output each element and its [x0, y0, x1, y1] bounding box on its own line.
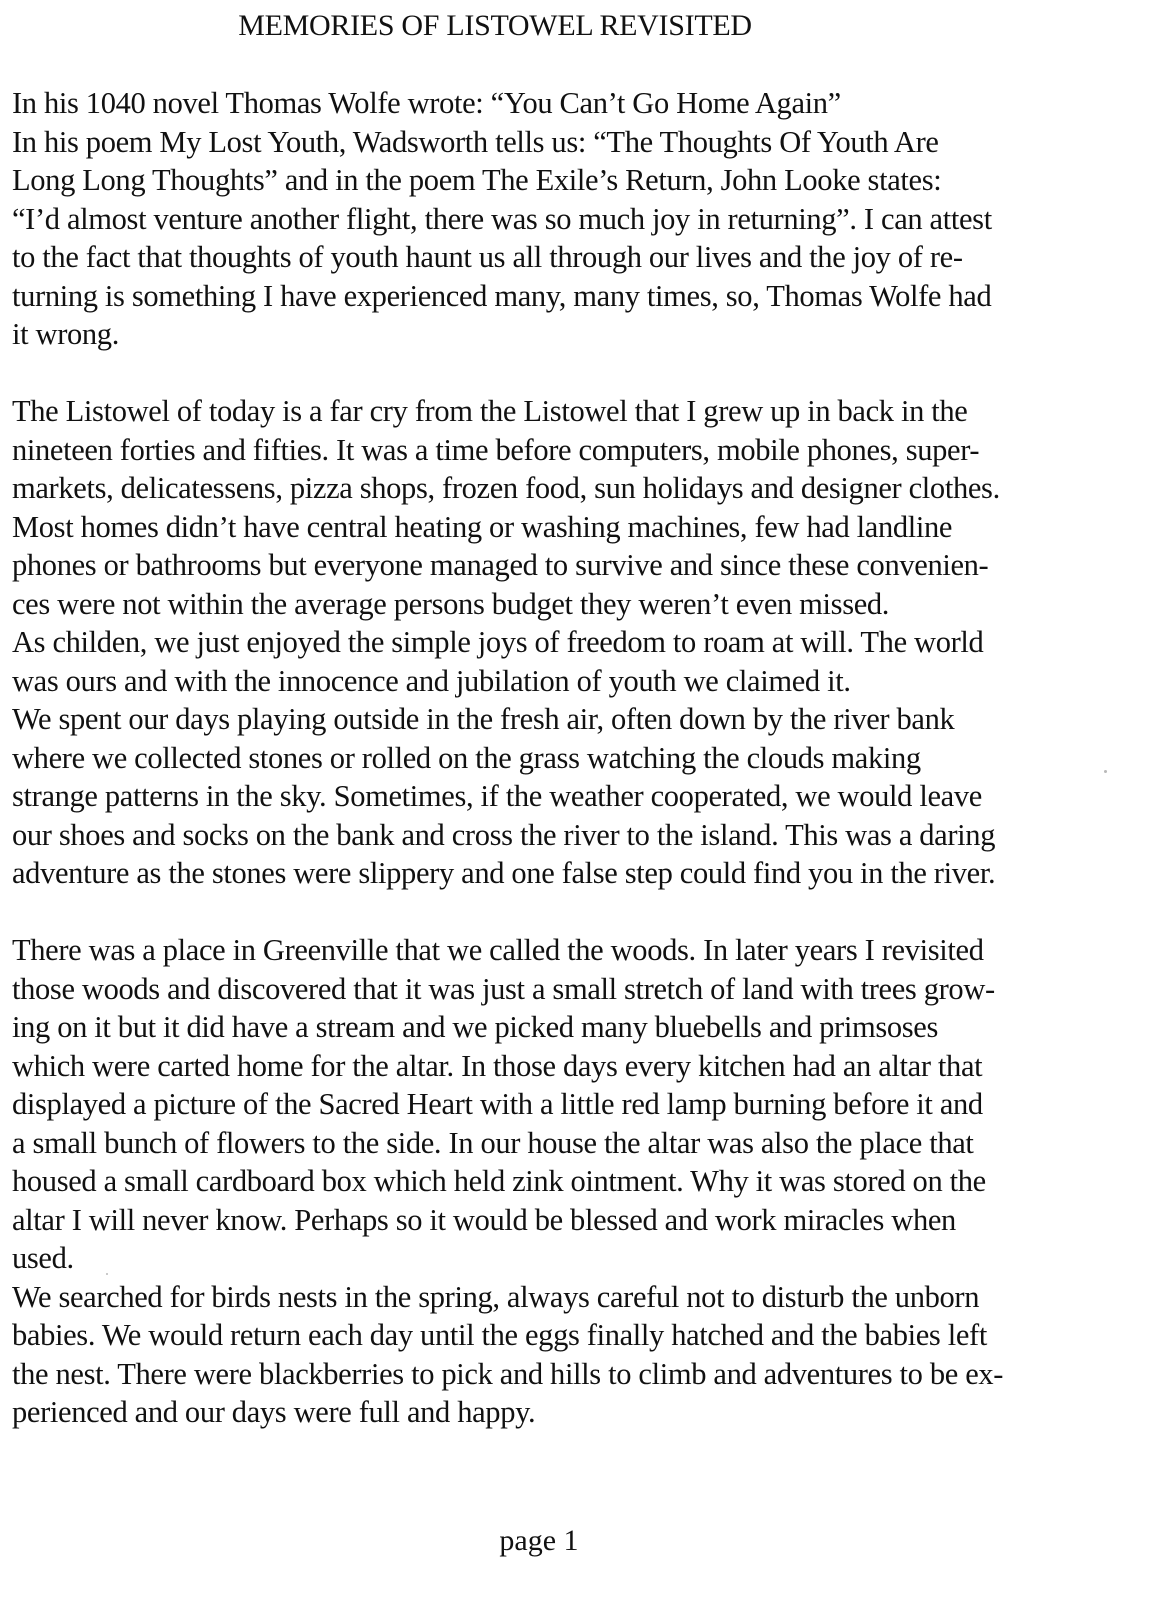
text-line: In his poem My Lost Youth, Wadsworth tells us: “The Thoughts Of Youth Are: [12, 124, 939, 159]
paragraph-gap: [12, 354, 1162, 393]
document-body: [12, 84, 1162, 1432]
text-line: our shoes and socks on the bank and cross the river to the island. This was a daring: [12, 817, 996, 852]
text-line: markets, delicatessens, pizza shops, frozen food, sun holidays and designer clothes.: [12, 471, 1000, 505]
text-line: The Listowel of today is a far cry from the Listowel that I grew up in back in the: [12, 394, 968, 428]
text-line: ing on it but it did have a stream and we picked many bluebells and primsoses: [12, 1010, 938, 1044]
text-line: There was a place in Greenville that we called the woods. In later years I revisited: [12, 933, 984, 967]
text-line: those woods and discovered that it was just a small stretch of land with trees grow-: [12, 971, 995, 1006]
text-line: the nest. There were blackberries to pick and hills to climb and adventures to be ex-: [12, 1356, 1004, 1391]
text-line: In his 1040 novel Thomas Wolfe wrote: “You Can’t Go Home Again”: [12, 86, 841, 120]
text-line: We spent our days playing outside in the fresh air, often down by the river bank: [12, 702, 955, 736]
text-line: phones or bathrooms but everyone managed to survive and since these convenien-: [12, 548, 989, 582]
scan-speck: [1104, 770, 1107, 773]
text-line: babies. We would return each day until the eggs finally hatched and the babies left: [12, 1318, 987, 1352]
page-number: page 1: [499, 1524, 579, 1557]
text-line: We searched for birds nests in the spring, always careful not to disturb the unborn: [12, 1279, 980, 1314]
text-line: displayed a picture of the Sacred Heart with a little red lamp burning before it and: [12, 1087, 983, 1121]
text-line: to the fact that thoughts of youth haunt us all through our lives and the joy of re-: [12, 240, 963, 274]
text-line: Most homes didn’t have central heating or washing machines, few had landline: [12, 509, 953, 544]
text-line: nineteen forties and fifties. It was a time before computers, mobile phones, super-: [12, 432, 980, 467]
text-line: turning is something I have experienced many, many times, so, Thomas Wolfe had: [12, 278, 992, 313]
text-line: Long Long Thoughts” and in the poem The Exile’s Return, John Looke states:: [12, 163, 942, 197]
text-line: housed a small cardboard box which held zink ointment. Why it was stored on the: [12, 1164, 986, 1198]
text-line: ces were not within the average persons budget they weren’t even missed.: [12, 586, 890, 621]
text-line: which were carted home for the altar. In those days every kitchen had an altar that: [12, 1048, 983, 1083]
text-line: As childen, we just enjoyed the simple joys of freedom to roam at will. The world: [12, 625, 984, 659]
text-line: perienced and our days were full and happy.: [12, 1395, 536, 1429]
paragraph-gap: [12, 893, 1162, 932]
text-line: was ours and with the innocence and jubilation of youth we claimed it.: [12, 663, 851, 698]
text-line: where we collected stones or rolled on the grass watching the clouds making: [12, 740, 921, 775]
text-line: “I’d almost venture another flight, there was so much joy in returning”. I can attest: [12, 201, 992, 236]
text-line: used.: [12, 1241, 74, 1275]
text-line: it wrong.: [12, 317, 119, 351]
text-line: adventure as the stones were slippery and one false step could find you in the river.: [12, 856, 996, 890]
scan-speck: [106, 1273, 108, 1275]
text-line: strange patterns in the sky. Sometimes, if the weather cooperated, we would leave: [12, 779, 982, 813]
text-line: altar I will never know. Perhaps so it would be blessed and work miracles when: [12, 1202, 956, 1237]
document-title: MEMORIES OF LISTOWEL REVISITED: [238, 9, 752, 42]
text-line: a small bunch of flowers to the side. In our house the altar was also the place that: [12, 1125, 974, 1160]
